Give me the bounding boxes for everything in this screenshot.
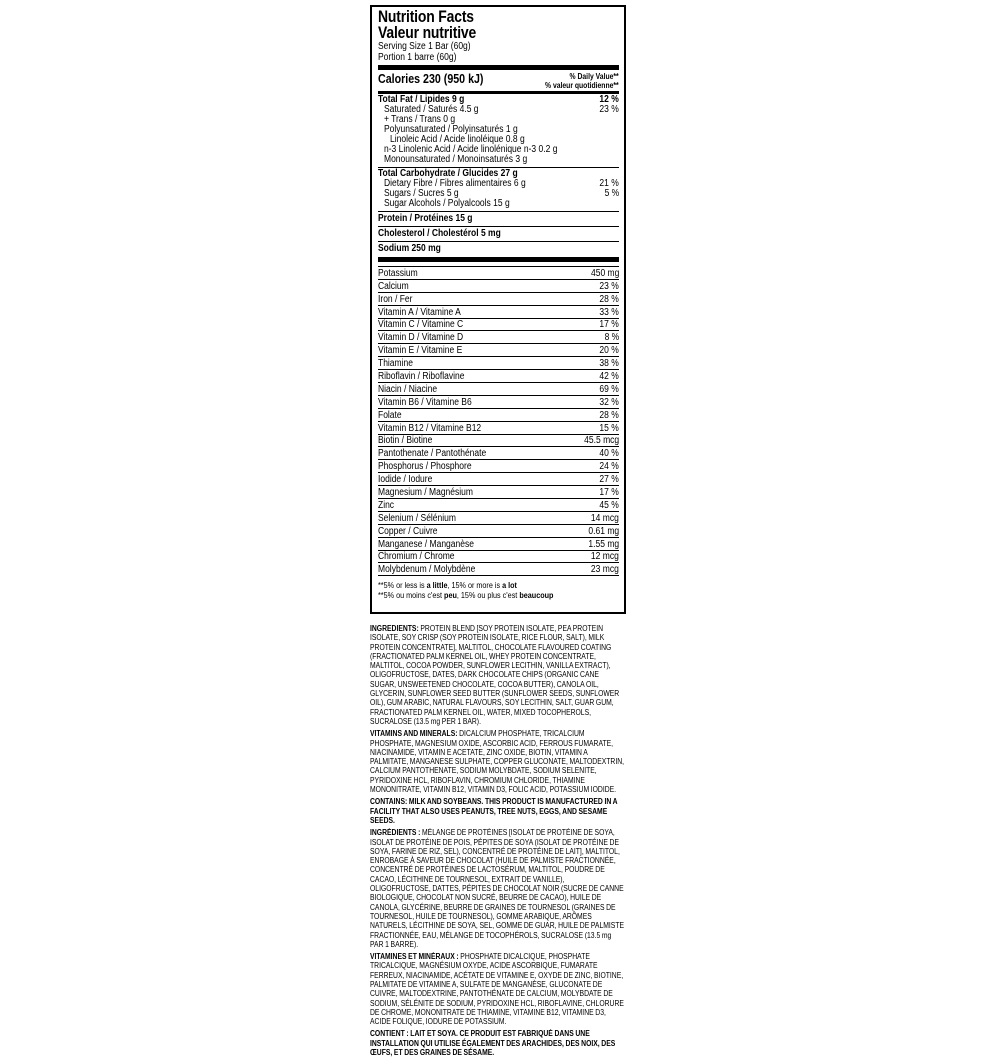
cholesterol-row xyxy=(378,229,619,241)
mineral-name: Vitamin D / Vitamine D xyxy=(378,332,464,344)
allergen-text: CONTAINS: MILK AND SOYBEANS. THIS PRODUCT IS MANUFACTURED IN A FACILITY THAT ALSO USES PEANUTS, TREE NUTS, EGGS, AND SESAME SEEDS. xyxy=(370,797,618,825)
mineral-name: Riboflavin / Riboflavine xyxy=(378,371,465,383)
mineral-row xyxy=(378,306,619,319)
ingredients-text: PROTEIN BLEND [SOY PROTEIN ISOLATE, PEA PROTEIN ISOLATE, SOY CRISP (SOY PROTEIN ISOLATE, RICE FLOUR, SALT), MILK PROTEIN CONCENTRATE], MALTITOL, CHOCOLATE FLAVOURED COATING (FRACTIONATED PALM KERNEL OIL, WHEY PROTEIN CONCENTRATE, MALTITOL, COCOA POWDER, SUNFLOWER LECITHIN, VANILLA EXTRACT), OLIGOFRUCTOSE, DATES, DARK CHOCOLATE CHIPS (ORGANIC CANE SUGAR, UNSWEETENED CHOCOLATE, COCOA BUTTER), CANOLA OIL, GLYCERIN, SUNFLOWER SEED BUTTER (SUNFLOWER SEEDS, SUNFLOWER OIL), GUM ARABIC, NATURAL FLAVOURS, SOY LECITHIN, SALT, GUAR GUM, FRACTIONATED PALM KERNEL OIL, WATER, MIXED TOCOPHEROLS, SUCRALOSE (13.5 mg PER 1 BAR). xyxy=(370,624,620,726)
divider xyxy=(378,226,619,227)
mineral-name: Vitamin B12 / Vitamine B12 xyxy=(378,422,482,434)
mineral-row xyxy=(378,383,619,396)
vitamins-minerals-en xyxy=(370,729,625,794)
sugar-alcohols-label: Sugar Alcohols / Polyalcools 15 g xyxy=(384,198,510,209)
mineral-row xyxy=(378,499,619,512)
mineral-name: Pantothenate / Pantothénate xyxy=(378,448,487,460)
serving-size-fr: Portion 1 barre (60g) xyxy=(378,52,457,63)
mineral-row xyxy=(378,538,619,551)
title-fr: Valeur nutritive xyxy=(378,23,477,42)
footnote-en xyxy=(378,580,583,590)
mono-row xyxy=(378,155,619,167)
mineral-row xyxy=(378,344,619,357)
mineral-value: 23 % xyxy=(599,280,619,292)
mineral-value: 23 mcg xyxy=(591,564,619,576)
mineral-value: 8 % xyxy=(604,332,619,344)
mineral-value: 45.5 mcg xyxy=(584,435,619,447)
serving-size-en: Serving Size 1 Bar (60g) xyxy=(378,41,471,52)
fat-dv: 12 % xyxy=(599,94,619,105)
mineral-value: 1.55 mg xyxy=(588,538,619,550)
mineral-name: Folate xyxy=(378,409,402,421)
ingredients-text: MÉLANGE DE PROTÉINES [ISOLAT DE PROTÉINE DE SOYA, ISOLAT DE PROTÉINE DE POIS, PÉPITES DE SOYA (ISOLAT DE PROTÉINE DE SOYA, FARINE DE RIZ, SEL), CONCENTRÉ DE PROTÉINE DE LAIT], MALTITOL, ENROBAGE À SAVEUR DE CHOCOLAT (HUILE DE PALMISTE FRACTIONNÉE, CONCENTRÉ DE PROTÉINES DE LACTOSÉRUM, MALTITOL, POUDRE DE CACAO, LÉCITHINE DE TOURNESOL, EXTRAIT DE VANILLE), OLIGOFRUCTOSE, DATTES, PÉPITES DE CHOCOLAT NOIR (SUCRE DE CANNE BIOLOGIQUE, CHOCOLAT NON SUCRÉ, BEURRE DE CACAO), HUILE DE CANOLA, GLYCÉRINE, BEURRE DE GRAINES DE TOURNESOL (GRAINES DE TOURNESOL, HUILE DE TOURNESOL), GOMME ARABIQUE, ARÔMES NATURELS, LÉCITHINE DE SOYA, SEL, GOMME DE GUAR, HUILE DE PALMISTE FRACTIONNÉE, EAU, MÉLANGE DE TOCOPHÉROLS, SUCRALOSE (13.5 mg PAR 1 BARRE). xyxy=(370,828,625,949)
ingredients-heading: INGREDIENTS: xyxy=(370,624,419,633)
mineral-value: 38 % xyxy=(599,358,619,370)
mineral-value: 20 % xyxy=(599,345,619,357)
mineral-name: Vitamin C / Vitamine C xyxy=(378,319,464,331)
footnote-text: **5% ou moins c'est xyxy=(378,590,445,601)
mineral-name: Vitamin A / Vitamine A xyxy=(378,306,461,318)
mineral-name: Potassium xyxy=(378,267,418,279)
mineral-name: Chromium / Chrome xyxy=(378,551,455,563)
mineral-name: Iron / Fer xyxy=(378,293,413,305)
ingredients-en xyxy=(370,624,625,726)
carb-label: Total Carbohydrate / Glucides 27 g xyxy=(378,168,518,179)
fibre-label: Dietary Fibre / Fibres alimentaires 6 g xyxy=(384,178,526,189)
fibre-dv: 21 % xyxy=(599,178,619,189)
mineral-value: 69 % xyxy=(599,383,619,395)
mineral-row xyxy=(378,319,619,332)
mineral-row xyxy=(378,267,619,280)
mineral-row xyxy=(378,293,619,306)
mineral-name: Iodide / Iodure xyxy=(378,474,433,486)
mineral-value: 0.61 mg xyxy=(588,525,619,537)
mineral-value: 42 % xyxy=(599,371,619,383)
mineral-value: 15 % xyxy=(599,422,619,434)
divider xyxy=(378,241,619,242)
saturated-label: Saturated / Saturés 4.5 g xyxy=(384,104,479,115)
protein-label: Protein / Protéines 15 g xyxy=(378,213,473,224)
vitamins-heading: VITAMINES ET MINÉRAUX : xyxy=(370,952,459,962)
mineral-name: Calcium xyxy=(378,280,409,292)
title-en: Nutrition Facts xyxy=(378,7,474,26)
footnote-text: , 15% ou plus c'est xyxy=(456,590,520,601)
saturated-dv: 23 % xyxy=(599,104,619,115)
mineral-row xyxy=(378,280,619,293)
mineral-name: Phosphorus / Phosphore xyxy=(378,461,472,473)
mineral-name: Zinc xyxy=(378,499,395,511)
poly-label: Polyunsaturated / Polyinsaturés 1 g xyxy=(384,124,518,135)
divider-thick xyxy=(378,257,619,262)
daily-value-header-en: % Daily Value** xyxy=(569,72,619,81)
mineral-name: Vitamin B6 / Vitamine B6 xyxy=(378,396,472,408)
mineral-row xyxy=(378,525,619,538)
vitamins-text: PHOSPHATE DICALCIQUE, PHOSPHATE TRICALCIQUE, MAGNÉSIUM OXYDE, ACIDE ASCORBIQUE, FUMARATE FERREUX, NIACINAMIDE, ACÉTATE DE VITAMINE E, OXYDE DE ZINC, BIOTINE, PALMITATE DE VITAMINE A, SULFATE DE MANGANÈSE, GLUCONATE DE CUIVRE, MALTODEXTRINE, PANTOTHÉNATE DE CALCIUM, MOLYBDATE DE SODIUM, SÉLÉNITE DE SODIUM, PYRIDOXINE HCL, RIBOFLAVINE, CHLORURE DE CHROME, MONONITRATE DE THIAMINE, VITAMINE B12, VITAMINE D3, ACIDE FOLIQUE, IODURE DE POTASSIUM. xyxy=(370,952,624,1027)
mineral-row xyxy=(378,396,619,409)
mineral-row xyxy=(378,422,619,435)
calories-row xyxy=(378,72,619,90)
footnote-text: **5% or less is xyxy=(378,580,427,591)
mineral-row xyxy=(378,512,619,525)
mineral-value: 17 % xyxy=(599,319,619,331)
mineral-value: 28 % xyxy=(599,409,619,421)
sugars-label: Sugars / Sucres 5 g xyxy=(384,188,459,199)
mineral-name: Thiamine xyxy=(378,358,413,370)
mineral-name: Selenium / Sélénium xyxy=(378,512,456,524)
footnote-emphasis: a lot xyxy=(502,580,517,591)
nutrition-facts-label xyxy=(370,5,626,614)
mineral-row xyxy=(378,447,619,460)
footnote-emphasis: peu xyxy=(444,590,457,601)
mineral-value: 40 % xyxy=(599,448,619,460)
allergen-statement-en xyxy=(370,797,625,825)
mineral-row xyxy=(378,460,619,473)
mineral-name: Niacin / Niacine xyxy=(378,383,438,395)
sodium-row xyxy=(378,244,619,255)
footnote-emphasis: a little xyxy=(426,580,448,591)
mineral-row xyxy=(378,435,619,448)
daily-value-header-fr: % valeur quotidienne** xyxy=(545,81,619,90)
vitamins-minerals-list xyxy=(378,266,619,576)
allergen-text: CONTIENT : LAIT ET SOYA. CE PRODUIT EST FABRIQUÉ DANS UNE INSTALLATION QUI UTILISE ÉGALEMENT DES ARACHIDES, DES NOIX, DES ŒUFS, ET DES GRAINES DE SÉSAME. xyxy=(370,1029,616,1058)
mineral-value: 450 mg xyxy=(590,267,619,279)
protein-row xyxy=(378,214,619,226)
mineral-value: 33 % xyxy=(599,306,619,318)
mineral-row xyxy=(378,551,619,564)
mineral-name: Manganese / Manganèse xyxy=(378,538,474,550)
allergen-statement-fr xyxy=(370,1029,625,1057)
mineral-row xyxy=(378,357,619,370)
mineral-value: 27 % xyxy=(599,474,619,486)
mineral-value: 28 % xyxy=(599,293,619,305)
mono-label: Monounsaturated / Monoinsaturés 3 g xyxy=(384,154,528,165)
mineral-value: 17 % xyxy=(599,487,619,499)
mineral-row xyxy=(378,473,619,486)
vitamins-minerals-fr xyxy=(370,952,625,1026)
mineral-name: Molybdenum / Molybdène xyxy=(378,564,476,576)
trans-label: + Trans / Trans 0 g xyxy=(384,114,456,125)
vitamins-text: DICALCIUM PHOSPHATE, TRICALCIUM PHOSPHATE, MAGNESIUM OXIDE, ASCORBIC ACID, FERROUS FUMARATE, NIACINAMIDE, VITAMIN E ACETATE, ZINC OXIDE, BIOTIN, VITAMIN A PALMITATE, MANGANESE SULPHATE, COPPER GLUCONATE, MALTODEXTRIN, CALCIUM PANTOTHENATE, SODIUM MOLYBDATE, SODIUM SELENITE, PYRIDOXINE HCL, RIBOFLAVIN, CHROMIUM CHLORIDE, THIAMINE MONONITRATE, VITAMIN B12, VITAMIN D3, FOLIC ACID, POTASSIUM IODIDE. xyxy=(370,729,625,795)
linolenic-label: n-3 Linolenic Acid / Acide linolénique n-3 0.2 g xyxy=(384,144,558,155)
divider xyxy=(378,211,619,212)
ingredients-fr xyxy=(370,828,625,949)
mineral-value: 24 % xyxy=(599,461,619,473)
sugars-dv: 5 % xyxy=(604,188,619,199)
sugar-alcohols-row xyxy=(378,199,619,211)
divider-thick xyxy=(378,65,619,70)
mineral-name: Magnesium / Magnésium xyxy=(378,487,473,499)
mineral-name: Biotin / Biotine xyxy=(378,435,433,447)
footnote-fr xyxy=(378,590,583,600)
mineral-value: 32 % xyxy=(599,396,619,408)
mineral-row xyxy=(378,331,619,344)
ingredients-heading: INGRÉDIENTS : xyxy=(370,828,421,838)
mineral-name: Copper / Cuivre xyxy=(378,525,438,537)
fat-label: Total Fat / Lipides 9 g xyxy=(378,94,465,105)
mineral-value: 14 mcg xyxy=(591,512,619,524)
ingredients-section xyxy=(370,624,670,1060)
mineral-value: 12 mcg xyxy=(591,551,619,563)
footnote-text: , 15% or more is xyxy=(447,580,503,591)
vitamins-heading: VITAMINS AND MINERALS: xyxy=(370,729,458,739)
sodium-label: Sodium 250 mg xyxy=(378,243,441,254)
mineral-row xyxy=(378,370,619,383)
calories-text: Calories 230 (950 kJ) xyxy=(378,71,484,86)
mineral-row xyxy=(378,563,619,576)
linoleic-label: Linoleic Acid / Acide linoléique 0.8 g xyxy=(390,134,525,145)
footnote-emphasis: beaucoup xyxy=(519,590,554,601)
mineral-name: Vitamin E / Vitamine E xyxy=(378,345,463,357)
cholesterol-label: Cholesterol / Cholestérol 5 mg xyxy=(378,228,501,239)
mineral-row xyxy=(378,486,619,499)
mineral-row xyxy=(378,409,619,422)
mineral-value: 45 % xyxy=(599,499,619,511)
